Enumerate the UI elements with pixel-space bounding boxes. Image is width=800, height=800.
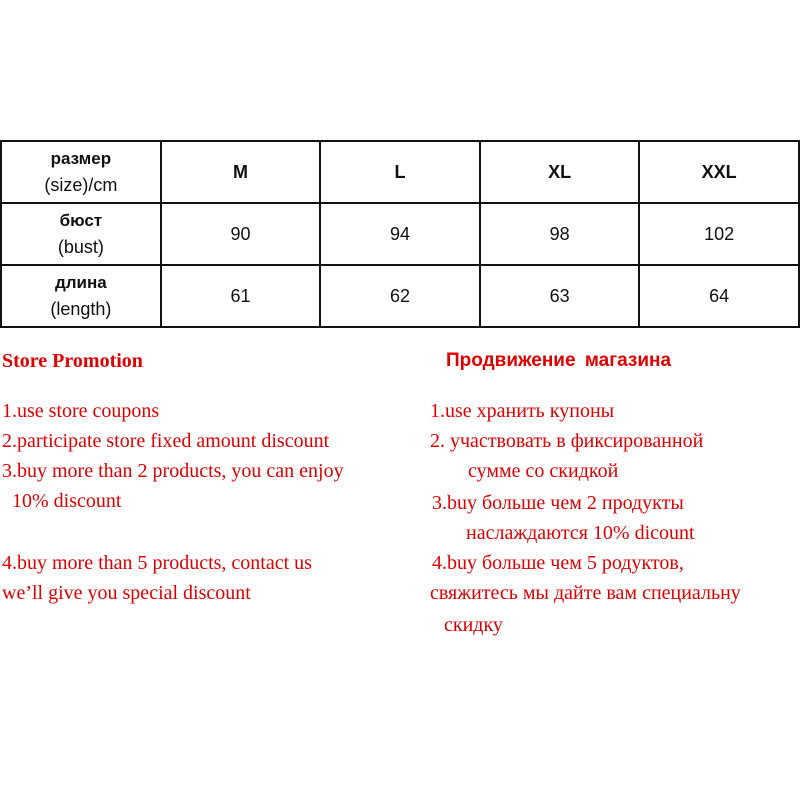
- size-label-en: (size)/cm: [44, 175, 118, 195]
- size-header-row: [1, 141, 799, 203]
- promo-en-line-5: 4.buy more than 5 products, contact us: [2, 552, 312, 574]
- size-label-ru: размер: [50, 149, 112, 168]
- promo-ru-line-1: 1.use хранить купоны: [430, 400, 615, 422]
- size-label-cell: [1, 141, 161, 203]
- bust-label-en: (bust): [57, 237, 104, 257]
- promo-ru-line-8: скидку: [444, 614, 503, 636]
- promotion-title-en: Store Promotion: [2, 350, 143, 372]
- length-xl: 63: [480, 265, 640, 327]
- promotion-title-ru: Продвижение магазина: [446, 350, 672, 371]
- promo-ru-line-2: 2. участвовать в фиксированной: [430, 430, 704, 452]
- promo-ru-line-6: 4.buy больше чем 5 родуктов,: [432, 552, 684, 574]
- length-label-ru: длина: [54, 273, 107, 292]
- length-xxl: 64: [639, 265, 799, 327]
- size-l: L: [320, 141, 480, 203]
- bust-label-cell: [1, 203, 161, 265]
- size-table: [0, 140, 800, 328]
- bust-row: [1, 203, 799, 265]
- bust-m: 90: [161, 203, 321, 265]
- size-xl: XL: [480, 141, 640, 203]
- bust-label-ru: бюст: [59, 211, 103, 230]
- promo-ru-line-7: свяжитесь мы дайте вам специальну: [430, 582, 741, 604]
- size-xxl: XXL: [639, 141, 799, 203]
- length-m: 61: [161, 265, 321, 327]
- bust-xl: 98: [480, 203, 640, 265]
- bust-l: 94: [320, 203, 480, 265]
- promo-ru-line-3: сумме со скидкой: [468, 460, 619, 482]
- length-label-cell: [1, 265, 161, 327]
- bust-xxl: 102: [639, 203, 799, 265]
- length-l: 62: [320, 265, 480, 327]
- promo-ru-line-5: наслаждаются 10% dicount: [466, 522, 695, 544]
- promo-en-line-1: 1.use store coupons: [2, 400, 160, 422]
- promo-ru-line-4: 3.buy больше чем 2 продукты: [432, 492, 684, 514]
- promo-en-line-4: 10% discount: [2, 490, 122, 512]
- promo-en-line-3: 3.buy more than 2 products, you can enjoy: [2, 460, 344, 482]
- length-label-en: (length): [50, 299, 112, 319]
- size-m: M: [161, 141, 321, 203]
- length-row: [1, 265, 799, 327]
- promo-en-line-2: 2.participate store fixed amount discount: [2, 430, 330, 452]
- promo-en-line-6: we’ll give you special discount: [2, 582, 251, 604]
